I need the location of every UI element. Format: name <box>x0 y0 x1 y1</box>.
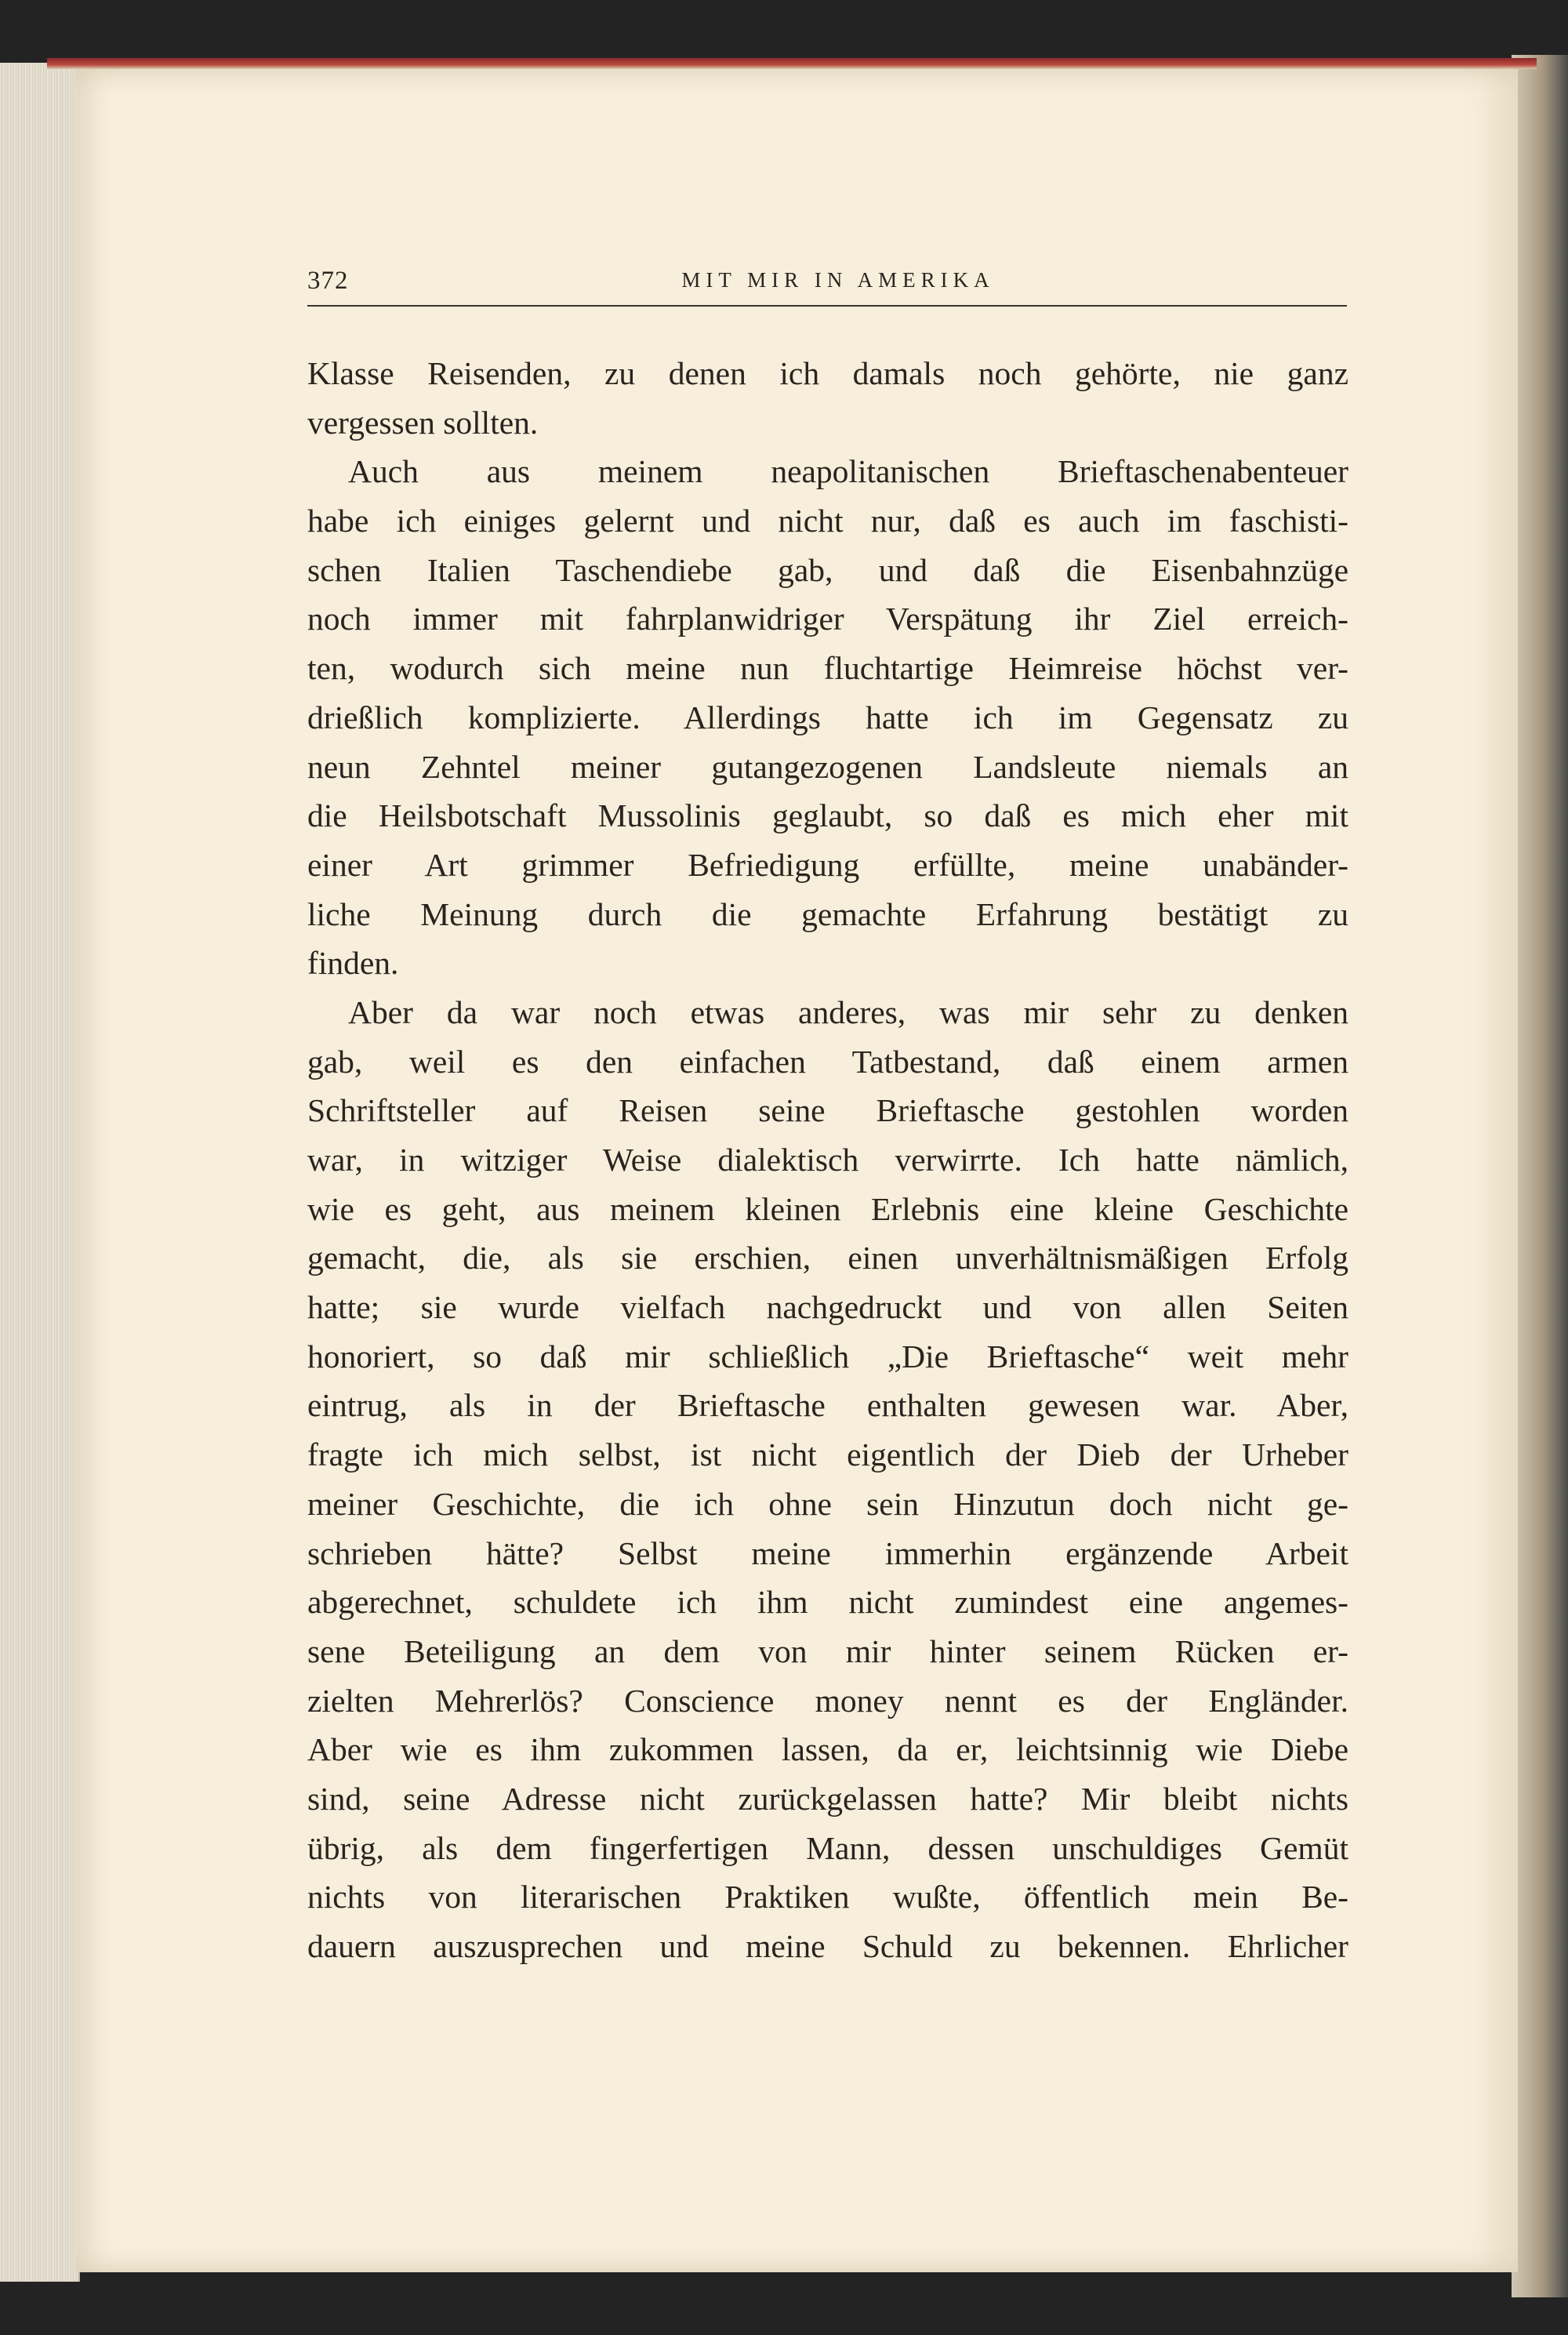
book-cover-edge <box>1512 55 1568 2297</box>
text-line: honoriert, so daß mir schließlich „Die Brieftasche“ weit mehr <box>307 1338 1348 1374</box>
text-line: Aber da war noch etwas anderes, was mir sehr zu denken <box>348 993 1348 1030</box>
text-line: dauern auszusprechen und meine Schuld zu bekennen. Ehrlicher <box>307 1928 1348 1964</box>
text-line: meiner Geschichte, die ich ohne sein Hinzutun doch nicht ge- <box>307 1485 1348 1522</box>
text-line: hatte; sie wurde vielfach nachgedruckt und von allen Seiten <box>307 1289 1348 1326</box>
text-line: sind, seine Adresse nicht zurückgelassen hatte? Mir bleibt nichts <box>307 1780 1348 1817</box>
text-line: die Heilsbotschaft Mussolinis geglaubt, so daß es mich eher mit <box>307 797 1348 834</box>
text-line: finden. <box>307 945 399 982</box>
text-line: schen Italien Taschendiebe gab, und daß die Eisenbahnzüge <box>307 551 1348 588</box>
text-line: neun Zehntel meiner gutangezogenen Landsleute niemals an <box>307 748 1348 785</box>
running-head: MIT MIR IN AMERIKA <box>681 268 995 292</box>
text-line: liche Meinung durch die gemachte Erfahrung bestätigt zu <box>307 895 1348 932</box>
text-line: sene Beteiligung an dem von mir hinter seinem Rücken er- <box>307 1632 1348 1669</box>
text-line: abgerechnet, schuldete ich ihm nicht zumindest eine angemes- <box>307 1584 1348 1621</box>
text-line: eintrug, als in der Brieftasche enthalten gewesen war. Aber, <box>307 1387 1348 1424</box>
page-edge-stack <box>0 63 80 2282</box>
text-line: Auch aus meinem neapolitanischen Brieftaschenabenteuer <box>348 453 1348 490</box>
text-line: übrig, als dem fingerfertigen Mann, dessen unschuldiges Gemüt <box>307 1829 1348 1866</box>
text-line: nichts von literarischen Praktiken wußte, öffentlich mein Be- <box>307 1879 1348 1916</box>
text-line: vergessen sollten. <box>307 404 539 441</box>
text-line: Schriftsteller auf Reisen seine Brieftasche gestohlen worden <box>307 1092 1348 1129</box>
header-rule <box>307 305 1347 307</box>
text-line: zielten Mehrerlös? Conscience money nennt es der Engländer. <box>307 1682 1348 1719</box>
page-number: 372 <box>307 267 349 295</box>
text-line: fragte ich mich selbst, ist nicht eigentlich der Dieb der Urheber <box>307 1436 1348 1473</box>
text-line: habe ich einiges gelernt und nicht nur, daß es auch im faschisti- <box>307 503 1348 539</box>
page-header <box>232 267 1345 306</box>
text-line: wie es geht, aus meinem kleinen Erlebnis eine kleine Geschichte <box>307 1190 1348 1227</box>
text-line: ten, wodurch sich meine nun fluchtartige Heimreise höchst ver- <box>307 650 1348 687</box>
text-line: noch immer mit fahrplanwidriger Verspätung ihr Ziel erreich- <box>307 601 1348 637</box>
text-line: schrieben hätte? Selbst meine immerhin ergänzende Arbeit <box>307 1534 1348 1571</box>
text-line: Aber wie es ihm zukommen lassen, da er, leichtsinnig wie Diebe <box>307 1731 1348 1768</box>
text-line: einer Art grimmer Befriedigung erfüllte, meine unabänder- <box>307 846 1348 883</box>
text-line: gab, weil es den einfachen Tatbestand, daß einem armen <box>307 1043 1348 1080</box>
page-top-edge <box>47 58 1537 69</box>
body-text <box>307 349 1348 1971</box>
text-line: war, in witziger Weise dialektisch verwirrte. Ich hatte nämlich, <box>307 1142 1348 1178</box>
text-line: gemacht, die, als sie erschien, einen unverhältnismäßigen Erfolg <box>307 1240 1348 1276</box>
text-line: Klasse Reisenden, zu denen ich damals noch gehörte, nie ganz <box>307 355 1348 391</box>
text-line: drießlich komplizierte. Allerdings hatte ich im Gegensatz zu <box>307 699 1348 735</box>
